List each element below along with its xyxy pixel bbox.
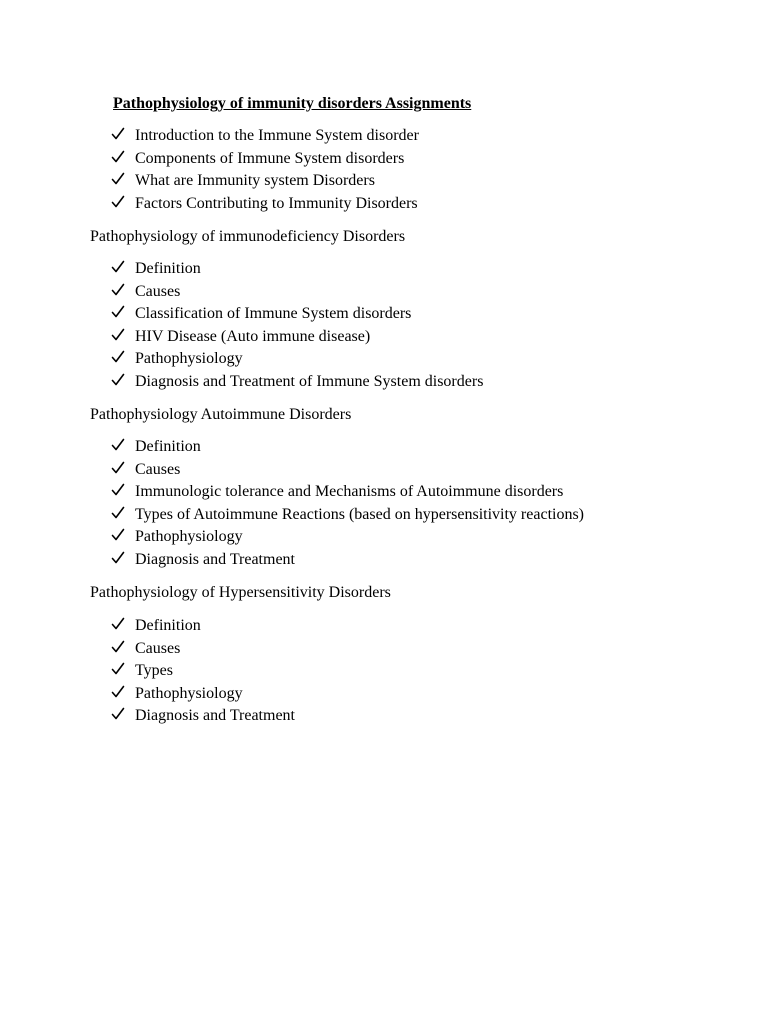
list-item [111,371,483,394]
section-heading-hypersensitivity: Pathophysiology of Hypersensitivity Disorders [90,584,391,601]
list-item-text: Causes [135,282,181,300]
list-item [111,125,419,148]
check-mark-icon [111,617,125,631]
check-mark-icon [111,707,125,721]
list-item-text: Diagnosis and Treatment [135,550,295,568]
list-item-text: Causes [135,639,181,657]
list-item [111,481,584,504]
list-item [111,615,295,638]
list-item-text: Definition [135,260,201,277]
check-mark-icon [111,350,125,364]
list-item-text: Immunologic tolerance and Mechanisms of Autoimmune disorders [135,483,564,501]
list-item-text: Diagnosis and Treatment [135,707,295,725]
check-mark-icon [111,283,125,297]
list-item [111,170,419,193]
list-item [111,436,584,459]
check-mark-icon [111,172,125,186]
list-item-text: Definition [135,438,201,455]
list-item [111,258,483,281]
list-item [111,193,419,216]
list-item-text: Pathophysiology [135,528,243,546]
list-item-text: Definition [135,617,201,634]
list-item-text: What are Immunity system Disorders [135,172,375,190]
check-mark-icon [111,127,125,141]
list-item-text: Types of Autoimmune Reactions (based on hypersensitivity reactions) [135,505,585,523]
intro-checklist [111,125,419,215]
list-item-text: Types [135,662,173,680]
check-mark-icon [111,640,125,654]
check-mark-icon [111,685,125,699]
list-item-text: Causes [135,460,181,478]
list-item [111,459,584,482]
document-title: Pathophysiology of immunity disorders Assignments [113,95,472,112]
check-mark-icon [111,528,125,542]
list-item [111,504,584,527]
check-mark-icon [111,150,125,164]
autoimmune-checklist [111,436,584,572]
list-item-text: Diagnosis and Treatment of Immune System disorders [135,372,484,390]
list-item [111,148,419,171]
check-mark-icon [111,328,125,342]
list-item [111,348,483,371]
check-mark-icon [111,551,125,565]
list-item [111,549,584,572]
hypersensitivity-checklist [111,615,295,728]
list-item [111,683,295,706]
section-heading-autoimmune: Pathophysiology Autoimmune Disorders [90,406,352,423]
list-item-text: Factors Contributing to Immunity Disorders [135,194,418,212]
check-mark-icon [111,260,125,274]
list-item [111,705,295,728]
check-mark-icon [111,195,125,209]
list-item [111,281,483,304]
list-item-text: Classification of Immune System disorders [135,305,412,323]
check-mark-icon [111,461,125,475]
list-item-text: Components of Immune System disorders [135,149,405,167]
immunodeficiency-checklist [111,258,483,394]
check-mark-icon [111,305,125,319]
list-item-text: HIV Disease (Auto immune disease) [135,327,371,345]
list-item [111,660,295,683]
list-item [111,526,584,549]
list-item-text: Pathophysiology [135,350,243,368]
section-heading-immunodeficiency: Pathophysiology of immunodeficiency Disorders [90,228,406,245]
check-mark-icon [111,662,125,676]
check-mark-icon [111,373,125,387]
check-mark-icon [111,438,125,452]
list-item [111,326,483,349]
list-item-text: Pathophysiology [135,684,243,702]
check-mark-icon [111,506,125,520]
list-item [111,303,483,326]
list-item [111,638,295,661]
check-mark-icon [111,483,125,497]
list-item-text: Introduction to the Immune System disorder [135,127,419,144]
